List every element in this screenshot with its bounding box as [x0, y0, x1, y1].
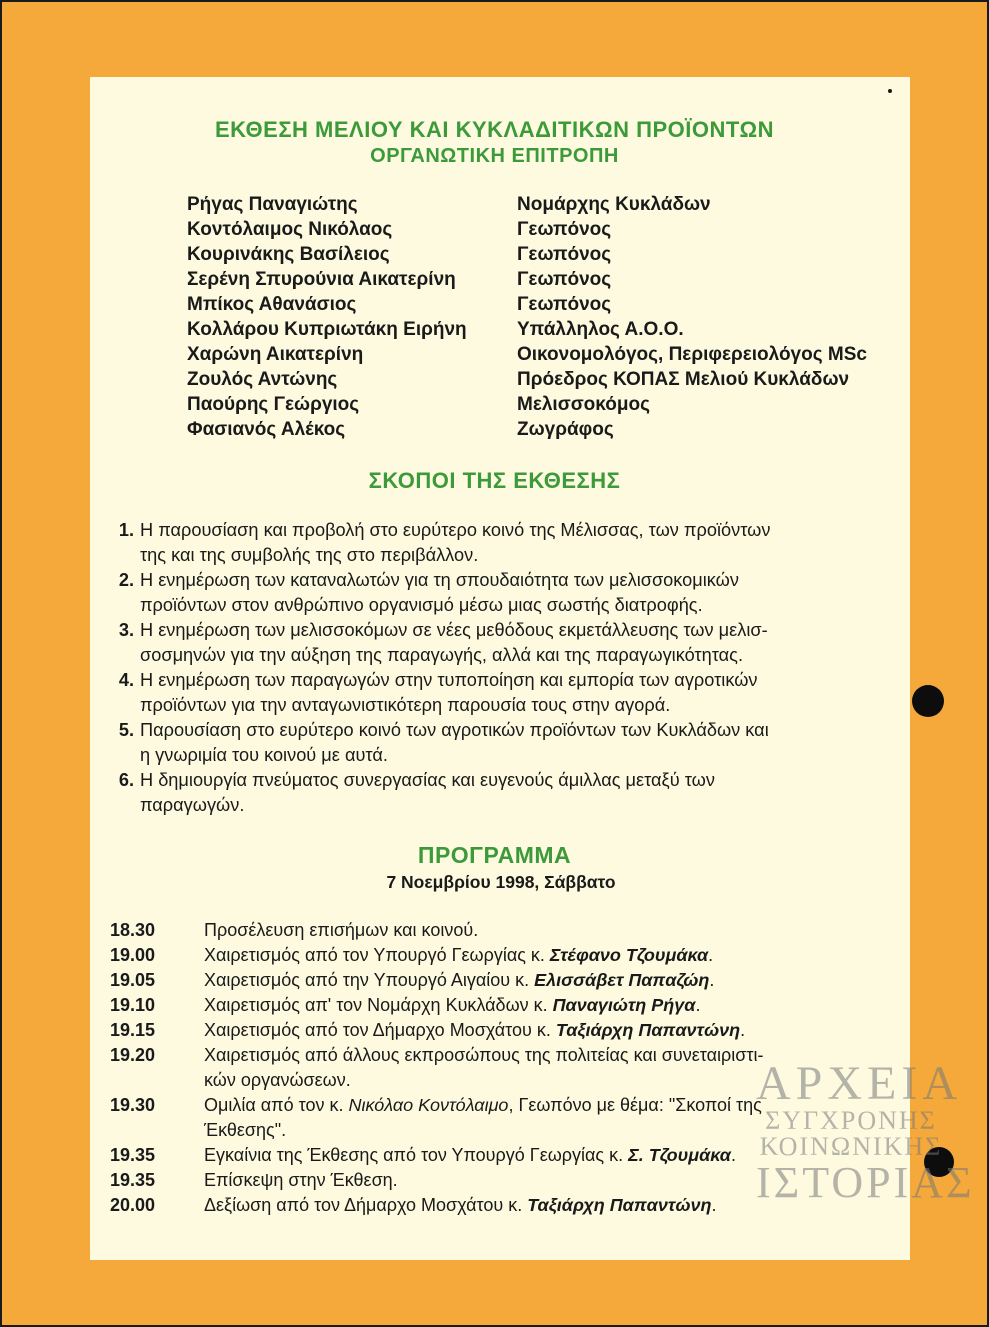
speck: [888, 89, 892, 93]
member-role: Μελισσοκόμος: [517, 394, 650, 415]
program-line: [204, 918, 904, 943]
aim-line: η γνωριμία του κοινού με αυτά.: [140, 745, 388, 765]
program-desc-end: .: [695, 995, 701, 1015]
program-line: [204, 1193, 904, 1218]
program-time: 19.30: [110, 1095, 156, 1115]
program-date: 7 Νοεμβρίου 1998, Σάββατο: [386, 872, 616, 892]
aim-item: [108, 768, 898, 818]
watermark-line: ΣΥΓΧΡΟΝΗΣ: [765, 1106, 937, 1135]
program-row: [110, 1093, 910, 1143]
committee-row: [187, 419, 907, 444]
aim-line: Η δημιουργία πνεύματος συνεργασίας και ευγενούς άμιλλας μεταξύ των: [140, 770, 715, 790]
program-time: 18.30: [110, 920, 156, 940]
member-role: Πρόεδρος ΚΟΠΑΣ Μελιού Κυκλάδων: [517, 369, 850, 390]
program-list: [110, 918, 910, 1218]
program-text: [204, 968, 904, 993]
member-role: Γεωπόνος: [517, 269, 612, 290]
committee-row: [187, 219, 907, 244]
program-time: 20.00: [110, 1195, 156, 1215]
program-desc: Επίσκεψη στην Έκθεση.: [204, 1170, 398, 1190]
binder-hole: [912, 685, 944, 717]
aim-item: [108, 718, 898, 768]
aim-line: Η παρουσίαση και προβολή στο ευρύτερο κοινό της Μέλισσας, των προϊόντων: [140, 520, 771, 540]
program-line: κών οργανώσεων.: [204, 1070, 351, 1090]
member-role: Γεωπόνος: [517, 244, 612, 265]
member-role: Υπάλληλος Α.Ο.Ο.: [517, 319, 684, 340]
program-desc: Ομιλία από τον κ.: [204, 1095, 349, 1115]
program-row: [110, 1043, 910, 1093]
program-line: [204, 1093, 904, 1118]
program-desc: Χαιρετισμός από την Υπουργό Αιγαίου κ.: [204, 970, 535, 990]
program-line: [204, 1043, 904, 1068]
program-person: Ταξιάρχη Παπαντώνη: [527, 1195, 712, 1215]
member-role: Οικονομολόγος, Περιφερειολόγος MSc: [517, 344, 867, 365]
member-name: Κουρινάκης Βασίλειος: [187, 244, 390, 265]
aim-item: [108, 568, 898, 618]
committee-list: [187, 194, 907, 444]
program-desc-end: .: [740, 1020, 746, 1040]
program-text: [204, 993, 904, 1018]
program-line: [204, 993, 904, 1018]
program-row: [110, 1143, 910, 1168]
program-desc: Εγκαίνια της Έκθεσης από τον Υπουργό Γεωργίας κ.: [204, 1145, 629, 1165]
aim-text: [134, 518, 770, 568]
program-person: Στέφανο Τζουμάκα: [549, 945, 709, 965]
program-line: [204, 1143, 904, 1168]
program-desc: Χαιρετισμός από τον Δήμαρχο Μοσχάτου κ.: [204, 1020, 556, 1040]
program-person: Παναγιώτη Ρήγα: [552, 995, 696, 1015]
aim-number: 1.: [118, 520, 134, 540]
program-row: [110, 1168, 910, 1193]
aim-line: σοσμηνών για την αύξηση της παραγωγής, αλλά και της παραγωγικότητας.: [140, 645, 743, 665]
program-person: Ελισσάβετ Παπαζώη: [534, 970, 710, 990]
member-role: Γεωπόνος: [517, 219, 612, 240]
committee-row: [187, 194, 907, 219]
watermark-line: ΑΡΧΕΙΑ: [756, 1057, 962, 1110]
aim-line: προϊόντων στον ανθρώπινο οργανισμό μέσω μιας σωστής διατροφής.: [140, 595, 703, 615]
aim-number: 6.: [118, 770, 134, 790]
program-text: [204, 1143, 904, 1168]
watermark-line: ΙΣΤΟΡΙΑΣ: [756, 1158, 975, 1207]
member-name: Παούρης Γεώργιος: [187, 394, 360, 415]
program-row: [110, 968, 910, 993]
watermark-line: ΚΟΙΝΩΝΙΚΗΣ: [759, 1132, 943, 1161]
program-row: [110, 943, 910, 968]
program-time: 19.10: [110, 995, 156, 1015]
aim-number: 2.: [118, 570, 134, 590]
program-text: [204, 918, 904, 943]
aim-number: 4.: [118, 670, 134, 690]
program-text: [204, 1193, 904, 1218]
aim-line: Η ενημέρωση των καταναλωτών για τη σπουδαιότητα των μελισσοκομικών: [140, 570, 739, 590]
committee-row: [187, 394, 907, 419]
aim-line: προϊόντων για την ανταγωνιστικότερη παρουσία τους στην αγορά.: [140, 695, 671, 715]
program-line: [204, 1168, 904, 1193]
aims-list: [108, 518, 898, 818]
aim-item: [108, 518, 898, 568]
program-line: [204, 968, 904, 993]
aim-text: [134, 618, 768, 668]
member-role: Γεωπόνος: [517, 294, 612, 315]
member-name: Κοντόλαιμος Νικόλαος: [187, 219, 393, 240]
program-desc: Χαιρετισμός από άλλους εκπροσώπους της πολιτείας και συνεταιριστι-: [204, 1045, 764, 1065]
member-name: Κολλάρου Κυπριωτάκη Ειρήνη: [187, 319, 467, 340]
aim-number: 3.: [118, 620, 134, 640]
committee-row: [187, 369, 907, 394]
member-name: Σερένη Σπυρούνια Αικατερίνη: [187, 269, 456, 290]
aim-text: [134, 768, 715, 818]
program-desc-end: .: [709, 970, 715, 990]
aim-line: Παρουσίαση στο ευρύτερο κοινό των αγροτικών προϊόντων των Κυκλάδων και: [140, 720, 769, 740]
aim-text: [134, 568, 739, 618]
member-name: Φασιανός Αλέκος: [187, 419, 346, 440]
program-text: [204, 1168, 904, 1193]
committee-row: [187, 244, 907, 269]
aim-text: [134, 668, 758, 718]
program-line: [204, 1018, 904, 1043]
program-text: [204, 1093, 904, 1143]
program-line: [204, 943, 904, 968]
program-text: [204, 1043, 904, 1093]
member-role: Ζωγράφος: [517, 419, 614, 440]
program-time: 19.35: [110, 1145, 156, 1165]
program-desc: Δεξίωση από τον Δήμαρχο Μοσχάτου κ.: [204, 1195, 528, 1215]
aim-text: [134, 718, 769, 768]
aim-line: της και της συμβολής της στο περιβάλλον.: [140, 545, 479, 565]
aim-line: Η ενημέρωση των παραγωγών στην τυποποίηση και εμπορία των αγροτικών: [140, 670, 758, 690]
member-name: Μπίκος Αθανάσιος: [187, 294, 357, 315]
committee-row: [187, 269, 907, 294]
committee-row: [187, 319, 907, 344]
program-time: 19.20: [110, 1045, 156, 1065]
program-desc: Χαιρετισμός από τον Υπουργό Γεωργίας κ.: [204, 945, 550, 965]
program-person: Νικόλαο Κοντόλαιμο: [348, 1095, 509, 1115]
aim-line: Η ενημέρωση των μελισσοκόμων σε νέες μεθόδους εκμετάλλευσης των μελισ-: [140, 620, 768, 640]
program-time: 19.00: [110, 945, 156, 965]
program-person: Ταξιάρχη Παπαντώνη: [555, 1020, 741, 1040]
program-desc-end: , Γεωπόνο με θέμα: "Σκοποί της: [508, 1095, 762, 1115]
member-name: Ζουλός Αντώνης: [187, 369, 338, 390]
program-desc: Χαιρετισμός απ' τον Νομάρχη Κυκλάδων κ.: [204, 995, 553, 1015]
aims-heading: ΣΚΟΠΟΙ ΤΗΣ ΕΚΘΕΣΗΣ: [368, 468, 621, 493]
aim-number: 5.: [118, 720, 134, 740]
aim-item: [108, 668, 898, 718]
program-row: [110, 1018, 910, 1043]
program-desc: Προσέλευση επισήμων και κοινού.: [204, 920, 479, 940]
program-time: 19.15: [110, 1020, 156, 1040]
program-desc-end: .: [711, 1195, 717, 1215]
committee-row: [187, 344, 907, 369]
program-row: [110, 993, 910, 1018]
page-title: ΕΚΘΕΣΗ ΜΕΛΙΟΥ ΚΑΙ ΚΥΚΛΑΔΙΤΙΚΩΝ ΠΡΟΪΟΝΤΩΝ: [215, 117, 774, 142]
member-name: Ρήγας Παναγιώτης: [187, 194, 358, 215]
program-time: 19.05: [110, 970, 156, 990]
program-desc-end: .: [730, 1145, 736, 1165]
program-heading: ΠΡΟΓΡΑΜΜΑ: [417, 842, 572, 868]
program-desc-end: .: [708, 945, 714, 965]
aim-item: [108, 618, 898, 668]
member-name: Χαρώνη Αικατερίνη: [187, 344, 364, 365]
aim-line: παραγωγών.: [140, 795, 245, 815]
program-time: 19.35: [110, 1170, 156, 1190]
committee-row: [187, 294, 907, 319]
committee-heading: ΟΡΓΑΝΩΤΙΚΗ ΕΠΙΤΡΟΠΗ: [370, 145, 619, 167]
program-row: [110, 918, 910, 943]
program-row: [110, 1193, 910, 1218]
program-text: [204, 943, 904, 968]
binder-hole: [924, 1147, 954, 1177]
program-person: Σ. Τζουμάκα: [628, 1145, 731, 1165]
program-line: Έκθεσης".: [204, 1120, 287, 1140]
program-text: [204, 1018, 904, 1043]
member-role: Νομάρχης Κυκλάδων: [517, 194, 711, 215]
